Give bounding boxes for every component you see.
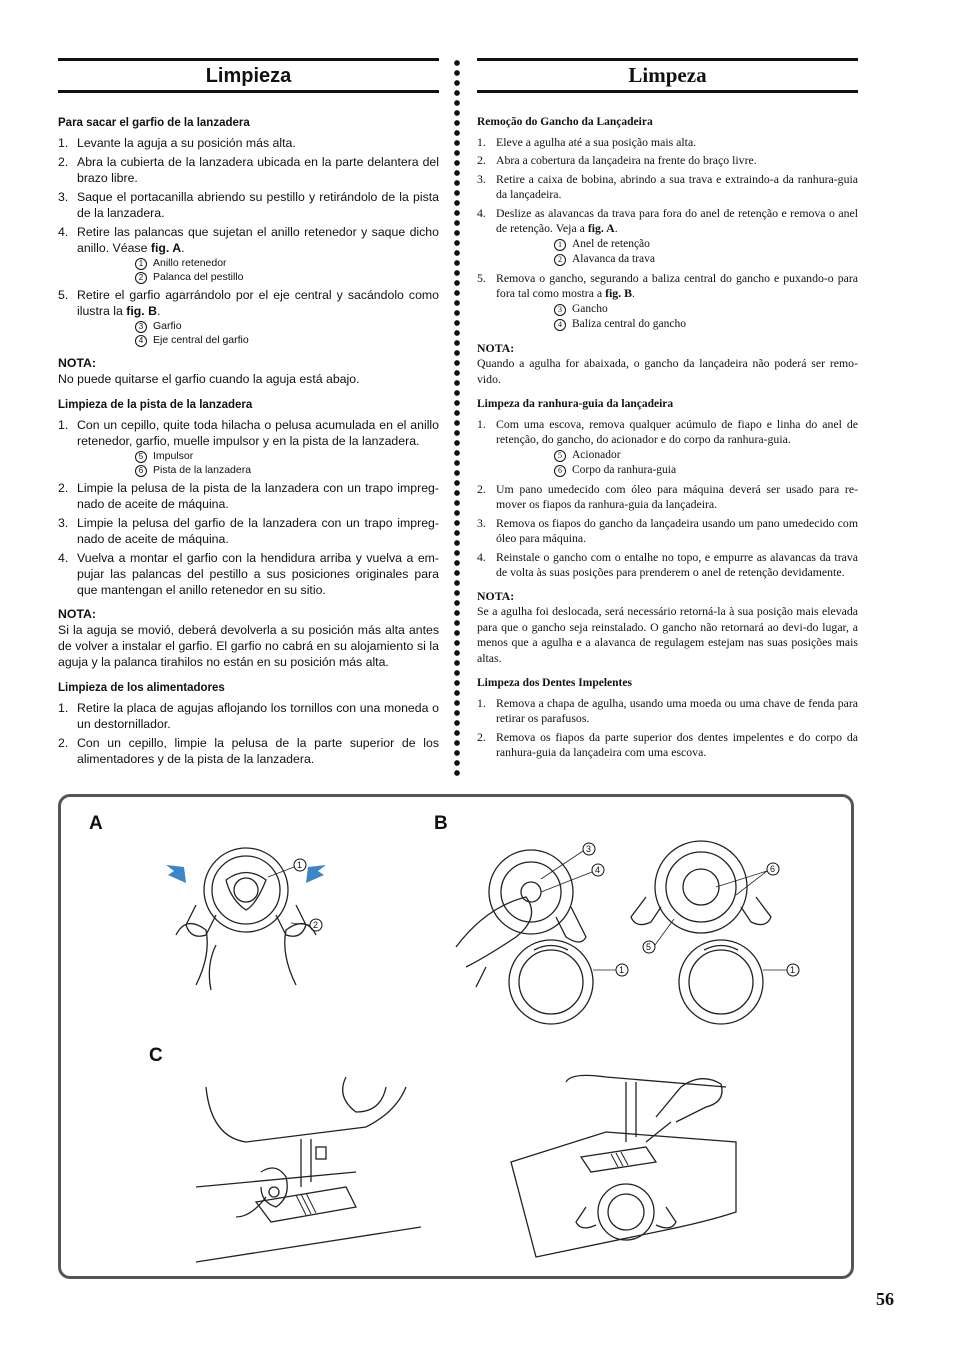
section-heading: Limpeza da ranhura-guia da lançadeira: [477, 398, 674, 410]
step-text: Limpie la pelusa de la pista de la lanzadera con un trapo impreg-nado de aceite de máquina.: [77, 481, 439, 511]
part-name: Eje central del garfio: [153, 334, 249, 346]
page-number: 56: [876, 1289, 894, 1309]
callout: 1: [297, 860, 303, 870]
figure-c-illustration-right: [506, 1062, 756, 1272]
step-text: Retire la placa de agujas aflojando los tornillos con una moneda o un destornillador.: [77, 701, 439, 731]
list-item: [477, 730, 858, 761]
callout: 4: [595, 865, 601, 875]
column-divider: [453, 58, 461, 778]
steps-list: [58, 700, 439, 767]
note-heading: NOTA:: [58, 356, 97, 370]
part-name: Alavanca da trava: [572, 253, 656, 265]
note-heading: NOTA:: [477, 340, 515, 355]
part-label: [496, 252, 858, 268]
list-item: [58, 515, 439, 547]
part-name: Pista de la lanzadera: [153, 464, 252, 476]
step-number: 1.: [477, 695, 486, 710]
part-name: Gancho: [572, 302, 608, 315]
circled-number: 6: [554, 465, 566, 477]
figure-reference: fig. B: [126, 304, 157, 318]
note-text: Se a agulha foi deslocada, será necessário retorná-la à sua posição mais elevada para que o gancho seja reinstalado. O gancho não retornará ao devi-do lugar, a menos que a agulha e a alavanca de regulagem estejam nas suas posições mais altas.: [477, 604, 858, 665]
list-item: [58, 189, 439, 221]
figure-label-c: C: [149, 1045, 163, 1066]
list-item: [477, 696, 858, 727]
section-heading: Limpeza dos Dentes Impelentes: [477, 677, 632, 689]
list-item: 5. Remova o gancho, segurando a baliza central do gancho e puxando-o para fora tal como mostra a fig. B. 3 Gancho 4 Baliza central do gancho: [477, 271, 858, 333]
callout: 3: [586, 844, 592, 854]
circled-number: 6: [135, 465, 147, 477]
list-item: 5. Retire el garfio agarrándolo por el eje central y sacándolo como ilustra la fig. B. 3 Garfio 4 Eje central del garfio: [58, 288, 439, 346]
step-text: Reinstale o gancho com o entalhe no topo, e empurre as alavancas da trava de volta às suas posições para prenderem o anel de retenção devidamente.: [496, 549, 858, 579]
step-number: 3.: [58, 516, 69, 530]
step-text: Deslize as alavancas da trava para fora do anel de retenção e remova o anel de retenção. Veja a: [496, 205, 858, 235]
part-label: [77, 449, 439, 463]
circled-number: 5: [135, 451, 147, 463]
step-text: Retire el garfio agarrándolo por el eje central y sacándolo como ilustra la: [77, 288, 439, 318]
figure-c-illustration-left: [196, 1067, 426, 1267]
steps-list: [58, 135, 439, 347]
part-label: [77, 333, 439, 347]
section-heading: Limpieza de los alimentadores: [58, 682, 225, 694]
step-text: Con un cepillo, quite toda hilacha o pelusa acumulada en el anillo retenedor, garfio, muelle impulsor y en la pista de la lanzadera.: [77, 418, 439, 448]
step-number: 2.: [477, 481, 486, 496]
step-number: 2.: [477, 729, 486, 744]
page-title-es: Limpieza: [205, 64, 292, 87]
list-item: 4. Retire las palancas que sujetan el anillo retenedor y saque dicho anillo. Véase fig. A. 1 Anillo retenedor 2 Palanca del pestillo: [58, 225, 439, 283]
step-text: Com uma escova, remova qualquer acúmulo de fiapo e linha do anel de retenção, do gancho, do acionador e do corpo da ranhura-guia.: [496, 416, 858, 446]
part-name: Impulsor: [153, 450, 194, 462]
step-number: 2.: [58, 736, 69, 750]
callout: 2: [313, 920, 319, 930]
title-bar-es: [58, 58, 439, 93]
list-item: [477, 172, 858, 203]
part-label: [77, 270, 439, 284]
list-item: [477, 482, 858, 513]
circled-number: 3: [554, 304, 566, 316]
list-item: [477, 516, 858, 547]
step-text: Limpie la pelusa del garfio de la lanzadera con un trapo impreg-nado de aceite de máquina.: [77, 516, 439, 546]
column-portuguese: [477, 58, 858, 769]
step-number: 5.: [477, 270, 486, 285]
note-text: Quando a agulha for abaixada, o gancho da lançadeira não poderá ser remo-vido.: [477, 356, 858, 386]
step-text: Vuelva a montar el garfio con la hendidura arriba y vuelva a em-pujar las palancas del pestillo a sus posiciones originales para que mantengan el anillo retenedor en su sitio.: [77, 551, 439, 597]
circled-number: 2: [135, 272, 147, 284]
figure-a-illustration: [156, 845, 356, 995]
step-number: 5.: [58, 288, 69, 302]
list-item: [477, 135, 858, 151]
circled-number: 4: [135, 335, 147, 347]
circled-number: 4: [554, 319, 566, 331]
page-title-pt: Limpeza: [628, 62, 707, 87]
part-label: [77, 463, 439, 477]
step-text: Um pano umedecido com óleo para máquina deverá ser usado para re-mover os fiapos da ranhura-guia da lançadeira.: [496, 481, 858, 511]
note-text: Si la aguja se movió, deberá devolverla a su posición más alta antes de volver a instalar el garfio. El garfio no cabrá en su alojamiento si la aguja y la palanca tirahilos no están en su posición más alta.: [58, 623, 439, 669]
step-number: 1.: [477, 416, 486, 431]
list-item: [58, 135, 439, 151]
step-text: Remova os fiapos da parte superior dos dentes impelentes e do corpo da ranhura-guia da lançadeira com uma escova.: [496, 729, 858, 759]
step-number: 3.: [477, 515, 486, 530]
part-label: [77, 319, 439, 333]
part-name: Acionador: [572, 448, 621, 461]
part-label: [496, 317, 858, 333]
figure-label-b: B: [434, 813, 448, 834]
note-heading: NOTA:: [477, 588, 515, 603]
list-item: [58, 735, 439, 767]
part-name: Anillo retenedor: [153, 257, 227, 269]
part-label: [496, 448, 858, 464]
title-bar-pt: [477, 58, 858, 93]
step-number: 2.: [58, 481, 69, 495]
part-name: Baliza central do gancho: [572, 318, 686, 330]
steps-list: [477, 696, 858, 761]
circled-number: 1: [554, 239, 566, 251]
list-item: 4. Deslize as alavancas da trava para fora do anel de retenção e remova o anel de retenção. Veja a fig. A. 1 Anel de retenção 2 Alavanca da trava: [477, 206, 858, 268]
column-spanish: [58, 58, 439, 775]
figure-reference: fig. A: [150, 241, 182, 255]
steps-list: [477, 135, 858, 333]
step-number: 1.: [58, 418, 69, 432]
callout: 1: [790, 965, 796, 975]
part-name: Anel de retenção: [572, 237, 650, 250]
step-text: Remova o gancho, segurando a baliza central do gancho e puxando-o para fora tal como mostra a: [496, 270, 858, 300]
step-number: 3.: [58, 190, 69, 204]
step-number: 1.: [58, 701, 69, 715]
step-number: 2.: [58, 155, 69, 169]
step-text: Retire a caixa de bobina, abrindo a sua trava e extraindo-a da ranhura-guia da lançadeira.: [496, 171, 858, 201]
step-number: 1.: [58, 136, 69, 150]
figure-label-a: A: [89, 813, 103, 834]
steps-list: [58, 417, 439, 598]
part-name: Garfio: [153, 320, 182, 332]
step-number: 4.: [58, 225, 69, 239]
circled-number: 2: [554, 254, 566, 266]
figure-reference: fig. A: [587, 221, 615, 235]
list-item: [58, 700, 439, 732]
callout: 6: [770, 864, 776, 874]
section-heading: Remoção do Gancho da Lançadeira: [477, 116, 653, 128]
step-text: Abra la cubierta de la lanzadera ubicada en la parte delantera del brazo libre.: [77, 155, 439, 185]
callout: 5: [646, 942, 652, 952]
step-text: Levante la aguja a su posición más alta.: [77, 136, 296, 150]
figure-b-illustration: [446, 837, 806, 1037]
callout: 1: [619, 965, 625, 975]
list-item: [58, 154, 439, 186]
step-text: Con un cepillo, limpie la pelusa de la parte superior de los alimentadores y de la pista de la lanzadera.: [77, 736, 439, 766]
note-text: No puede quitarse el garfio cuando la aguja está abajo.: [58, 372, 360, 386]
list-item: [58, 480, 439, 512]
part-label: [496, 463, 858, 479]
step-text: Eleve a agulha até a sua posição mais alta.: [496, 134, 697, 149]
step-text: Remova os fiapos do gancho da lançadeira usando um pano umedecido com óleo para máquina.: [496, 515, 858, 545]
step-text: Remova a chapa de agulha, usando uma moeda ou uma chave de fenda para retirar os parafusos.: [496, 695, 858, 725]
circled-number: 1: [135, 258, 147, 270]
step-text: Abra a cobertura da lançadeira na frente do braço livre.: [496, 153, 757, 167]
circled-number: 5: [554, 450, 566, 462]
note-heading: NOTA:: [58, 607, 97, 621]
part-name: Corpo da ranhura-guia: [572, 464, 677, 476]
list-item: [477, 153, 858, 169]
step-number: 4.: [58, 551, 69, 565]
step-text: Retire las palancas que sujetan el anillo retenedor y saque dicho anillo. Véase: [77, 225, 439, 255]
section-heading: Limpieza de la pista de la lanzadera: [58, 399, 253, 411]
list-item: [477, 417, 858, 479]
part-label: [496, 302, 858, 318]
step-text: Saque el portacanilla abriendo su pestillo y retirándolo de la pista de la lanzadera.: [77, 190, 439, 220]
step-number: 1.: [477, 134, 486, 149]
section-heading: Para sacar el garfio de la lanzadera: [58, 117, 250, 129]
list-item: [58, 417, 439, 477]
figure-reference: fig. B: [605, 286, 632, 300]
step-number: 4.: [477, 549, 486, 564]
part-name: Palanca del pestillo: [153, 271, 244, 283]
step-number: 3.: [477, 171, 486, 186]
part-label: [496, 237, 858, 253]
step-number: 4.: [477, 205, 486, 220]
part-label: [77, 256, 439, 270]
step-number: 2.: [477, 153, 486, 167]
steps-list: [477, 417, 858, 581]
circled-number: 3: [135, 321, 147, 333]
list-item: [58, 550, 439, 598]
list-item: [477, 550, 858, 581]
figure-panel: [58, 794, 854, 1279]
